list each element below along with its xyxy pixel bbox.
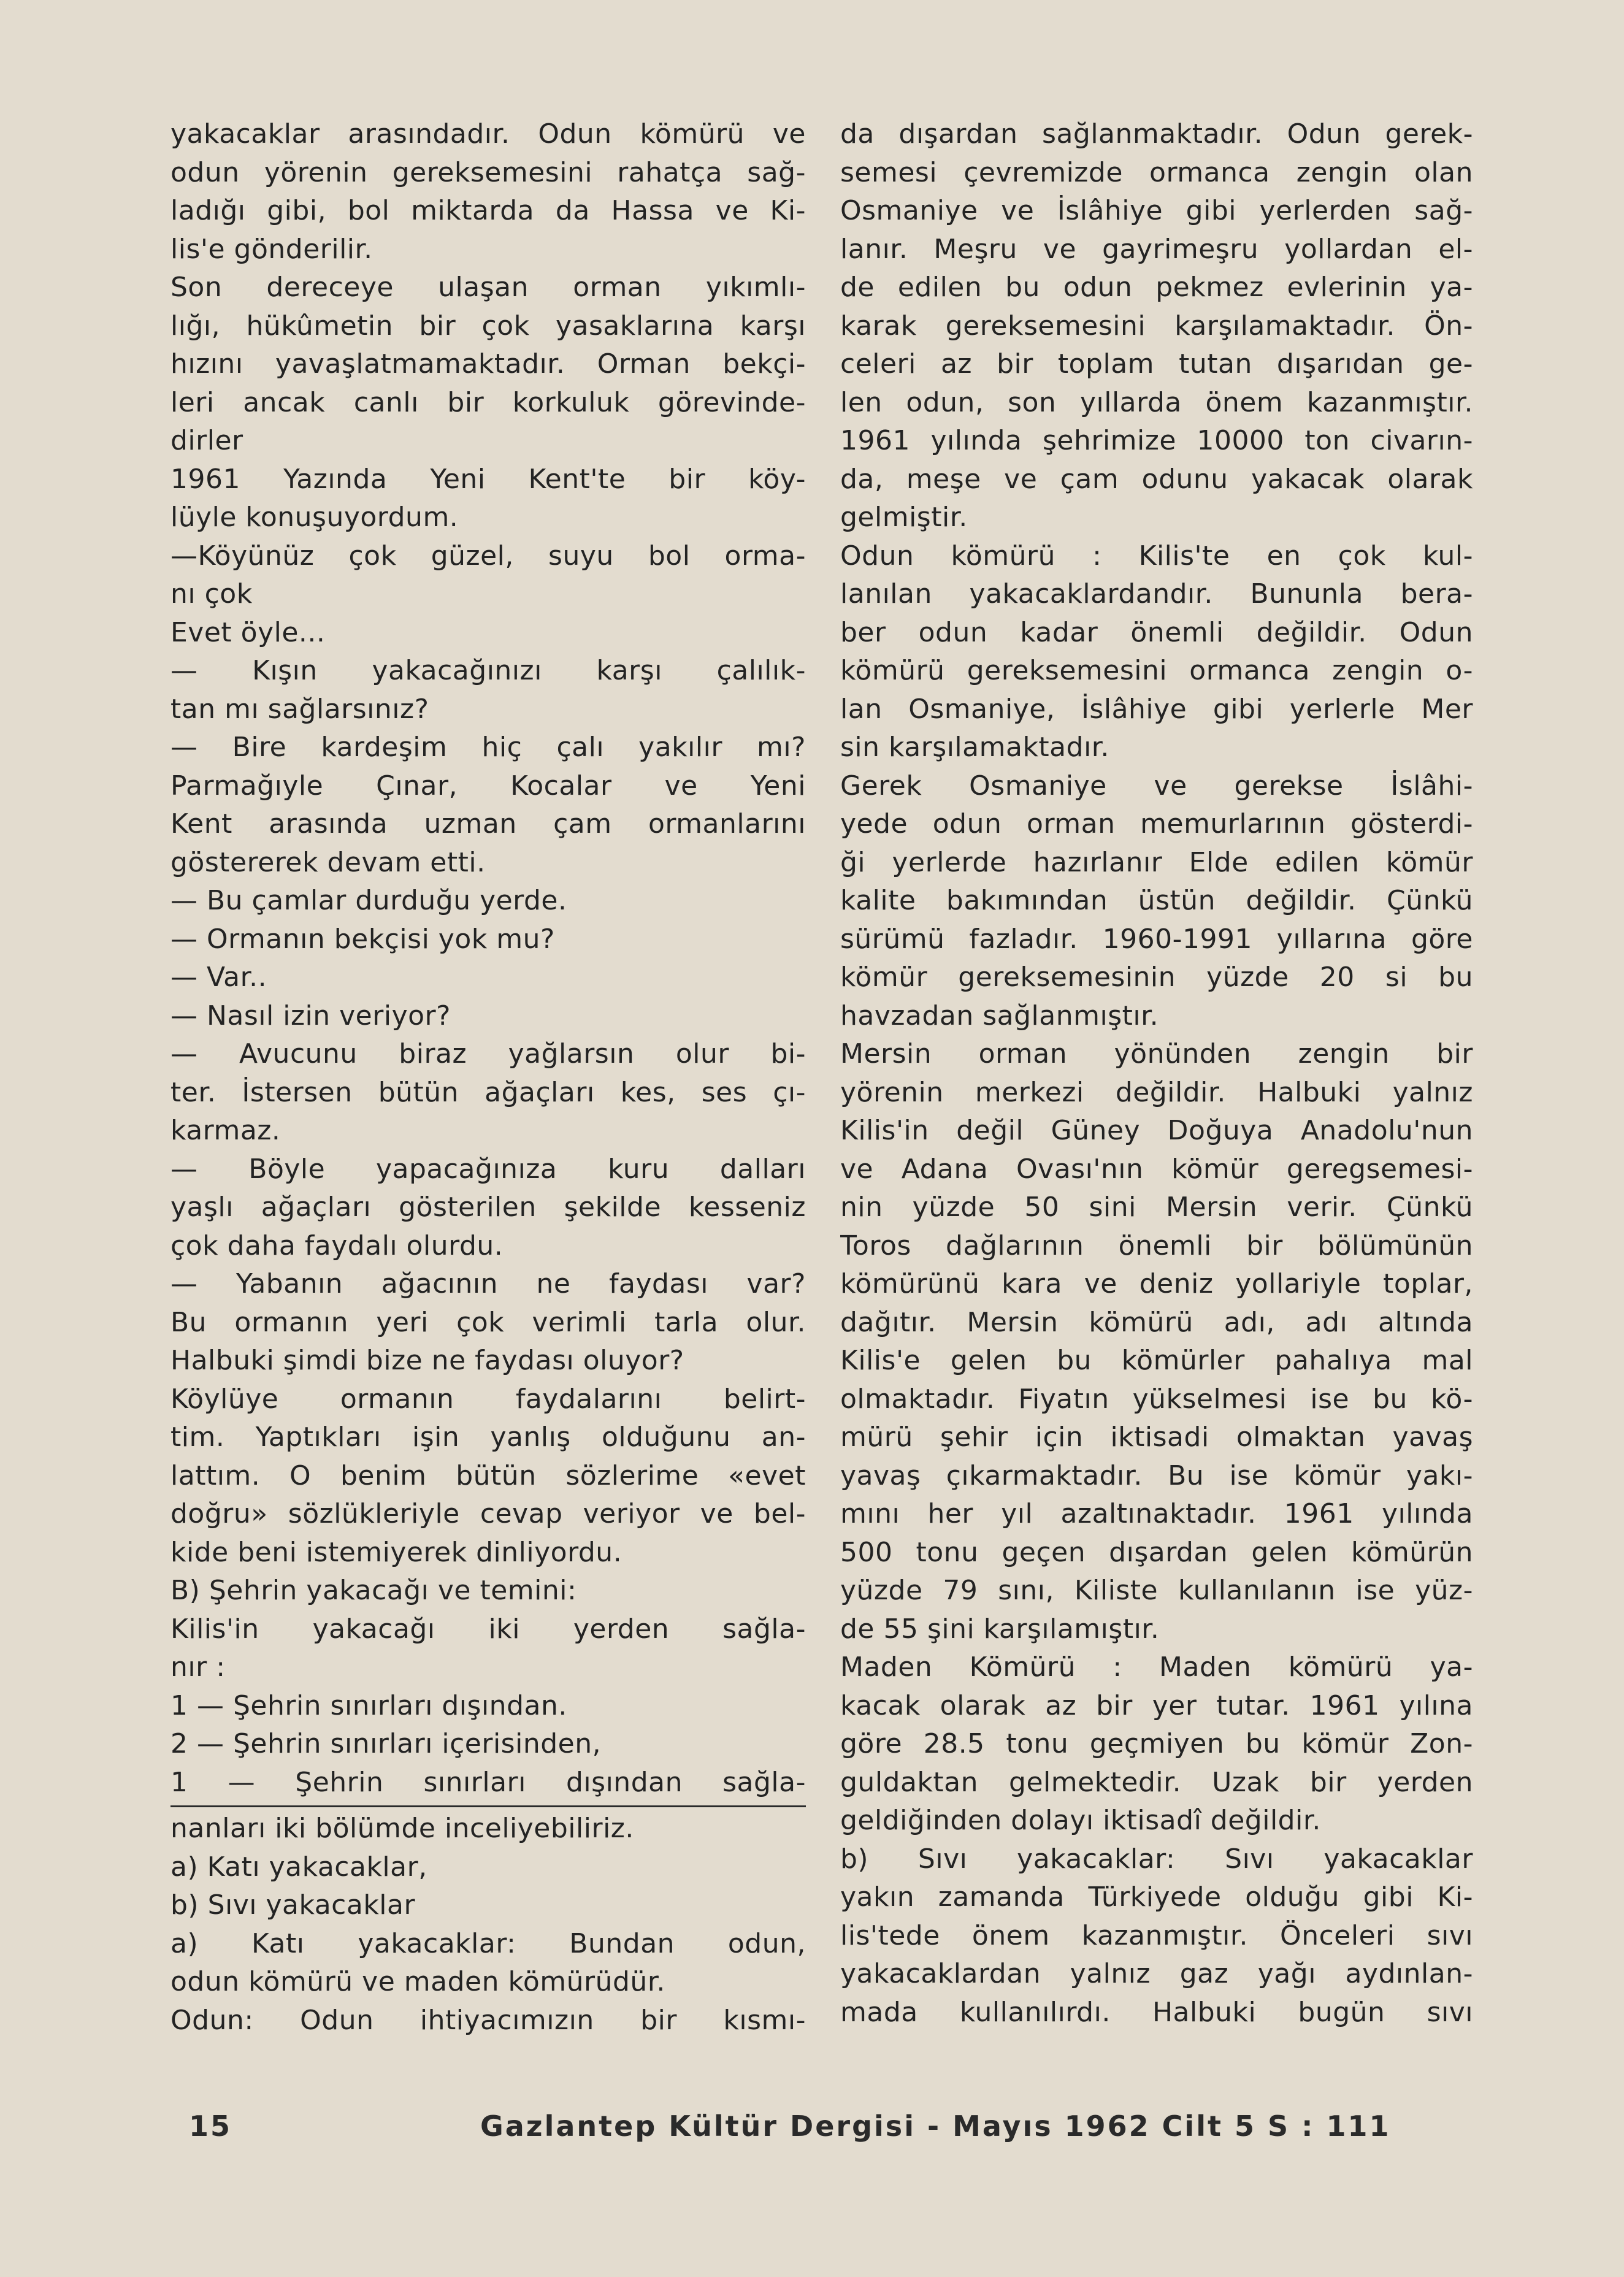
text-line: dağıtır. Mersin kömürü adı, adı altında: [840, 1306, 1473, 1338]
text-line: B) Şehrin yakacağı ve temini:: [170, 1575, 577, 1606]
text-line: celeri az bir toplam tutan dışarıdan ge-: [840, 348, 1473, 380]
text-line: doğru» sözlükleriyle cevap veriyor ve bel-: [170, 1498, 806, 1529]
text-line: Kent arasında uzman çam ormanlarını: [170, 808, 806, 840]
text-line: ter. İstersen bütün ağaçları kes, ses çı-: [170, 1076, 806, 1108]
text-line: mada kullanılırdı. Halbuki bugün sıvı: [840, 1996, 1473, 2028]
text-line: nanları iki bölümde inceliyebiliriz.: [170, 1813, 634, 1844]
text-line: nır :: [170, 1651, 226, 1683]
text-line: Parmağıyle Çınar, Kocalar ve Yeni: [170, 770, 806, 802]
text-line: yavaş çıkarmaktadır. Bu ise kömür yakı-: [840, 1460, 1473, 1491]
text-line: nin yüzde 50 sini Mersin verir. Çünkü: [840, 1192, 1473, 1223]
text-line: yakacaklardan yalnız gaz yağı aydınlan-: [840, 1958, 1473, 1989]
text-line: Köylüye ormanın faydalarını belirt-: [170, 1383, 806, 1415]
text-line: çok daha faydalı olurdu.: [170, 1230, 504, 1261]
text-line: Bu ormanın yeri çok verimli tarla olur.: [170, 1306, 806, 1338]
text-line: b) Sıvı yakacaklar: [170, 1889, 416, 1921]
text-line: Odun: Odun ihtiyacımızın bir kısmı-: [170, 2004, 806, 2036]
text-line: geldiğinden dolayı iktisadî değildir.: [840, 1805, 1321, 1836]
text-line: 2 — Şehrin sınırları içerisinden,: [170, 1728, 602, 1759]
text-line: göre 28.5 tonu geçmiyen bu kömür Zon-: [840, 1728, 1473, 1759]
text-line: Son dereceye ulaşan orman yıkımlı-: [170, 272, 806, 303]
text-line: mürü şehir için iktisadi olmaktan yavaş: [840, 1422, 1473, 1453]
text-line: Gerek Osmaniye ve gerekse İslâhi-: [840, 770, 1473, 802]
text-line: 1961 yılında şehrimize 10000 ton civarın-: [840, 425, 1473, 456]
text-line: lanılan yakacaklardandır. Bununla bera-: [840, 578, 1473, 610]
text-line: de 55 şini karşılamıştır.: [840, 1613, 1160, 1645]
text-line: ber odun kadar önemli değildir. Odun: [840, 616, 1473, 648]
text-line: 1 — Şehrin sınırları dışından sağla-: [170, 1766, 806, 1798]
text-line: lan Osmaniye, İslâhiye gibi yerlerle Mer: [840, 693, 1473, 725]
text-line: kacak olarak az bir yer tutar. 1961 yılına: [840, 1690, 1473, 1721]
text-line: sürümü fazladır. 1960-1991 yıllarına göre: [840, 923, 1473, 955]
text-line: göstererek devam etti.: [170, 846, 486, 878]
text-line: karak gereksemesini karşılamaktadır. Ön-: [840, 310, 1473, 342]
text-line: Mersin orman yönünden zengin bir: [840, 1038, 1473, 1070]
right-column: [840, 115, 1473, 2032]
text-line: da, meşe ve çam odunu yakacak olarak: [840, 463, 1473, 495]
text-line: kömürünü kara ve deniz yollariyle toplar,: [840, 1268, 1473, 1299]
text-line: guldaktan gelmektedir. Uzak bir yerden: [840, 1766, 1473, 1798]
text-line: de edilen bu odun pekmez evlerinin ya-: [840, 272, 1473, 303]
text-line: lüyle konuşuyordum.: [170, 502, 459, 533]
text-line: mını her yıl azaltınaktadır. 1961 yılında: [840, 1498, 1473, 1529]
journal-citation: Gazlantep Kültür Dergisi - Mayıs 1962 Cilt 5 S : 111: [480, 2110, 1391, 2143]
text-line: yede odun orman memurlarının gösterdi-: [840, 808, 1473, 840]
text-line: a) Katı yakacaklar: Bundan odun,: [170, 1927, 806, 1959]
text-line: dirler: [170, 425, 243, 456]
text-line: nı çok: [170, 578, 253, 610]
text-line: tan mı sağlarsınız?: [170, 693, 429, 725]
left-column: [170, 115, 806, 2040]
footnote-rule: [170, 1805, 806, 1807]
text-line: tim. Yaptıkları işin yanlış olduğunu an-: [170, 1422, 806, 1453]
text-line: — Var..: [170, 962, 267, 993]
text-line: Kilis'in değil Güney Doğuya Anadolu'nun: [840, 1115, 1473, 1146]
text-line: leri ancak canlı bir korkuluk görevinde-: [170, 386, 806, 418]
text-line: odun kömürü ve maden kömürüdür.: [170, 1966, 665, 1997]
text-line: kömürü gereksemesini ormanca zengin o-: [840, 655, 1473, 686]
page-number: 15: [189, 2110, 232, 2143]
text-line: sin karşılamaktadır.: [840, 732, 1109, 763]
text-line: ve Adana Ovası'nın kömür geregsemesi-: [840, 1153, 1473, 1185]
text-line: odun yörenin gereksemesini rahatça sağ-: [170, 156, 806, 188]
text-line: Maden Kömürü : Maden kömürü ya-: [840, 1651, 1473, 1683]
text-line: — Bu çamlar durduğu yerde.: [170, 885, 567, 916]
text-line: kide beni istemiyerek dinliyordu.: [170, 1536, 622, 1568]
text-line: yaşlı ağaçları gösterilen şekilde kesseniz: [170, 1192, 806, 1223]
text-line: yakacaklar arasındadır. Odun kömürü ve: [170, 118, 806, 150]
text-line: — Nasıl izin veriyor?: [170, 1000, 451, 1031]
text-line: kalite bakımından üstün değildir. Çünkü: [840, 885, 1473, 916]
text-line: lis'e gönderilir.: [170, 233, 373, 265]
text-line: — Avucunu biraz yağlarsın olur bi-: [170, 1038, 806, 1070]
text-line: Kilis'in yakacağı iki yerden sağla-: [170, 1613, 806, 1645]
text-line: yörenin merkezi değildir. Halbuki yalnız: [840, 1076, 1473, 1108]
text-line: ladığı gibi, bol miktarda da Hassa ve Ki-: [170, 195, 806, 226]
text-line: lattım. O benim bütün sözlerime «evet: [170, 1460, 806, 1491]
text-line: —Köyünüz çok güzel, suyu bol orma-: [170, 540, 806, 572]
text-line: gelmiştir.: [840, 502, 968, 533]
text-line: b) Sıvı yakacaklar: Sıvı yakacaklar: [840, 1843, 1473, 1875]
text-line: 500 tonu geçen dışardan gelen kömürün: [840, 1536, 1473, 1568]
text-line: — Kışın yakacağınızı karşı çalılık-: [170, 655, 806, 686]
text-line: — Ormanın bekçisi yok mu?: [170, 923, 555, 955]
text-line: semesi çevremizde ormanca zengin olan: [840, 156, 1473, 188]
text-line: hızını yavaşlatmamaktadır. Orman bekçi-: [170, 348, 806, 380]
text-line: Halbuki şimdi bize ne faydası oluyor?: [170, 1345, 684, 1376]
text-line: Osmaniye ve İslâhiye gibi yerlerden sağ-: [840, 195, 1473, 226]
text-line: kömür gereksemesinin yüzde 20 si bu: [840, 962, 1473, 993]
text-line: Odun kömürü : Kilis'te en çok kul-: [840, 540, 1473, 572]
text-line: olmaktadır. Fiyatın yükselmesi ise bu kö-: [840, 1383, 1473, 1415]
text-line: yüzde 79 sını, Kiliste kullanılanın ise yüz-: [840, 1575, 1473, 1606]
text-line: havzadan sağlanmıştır.: [840, 1000, 1159, 1031]
text-line: — Bire kardeşim hiç çalı yakılır mı?: [170, 732, 806, 763]
text-line: da dışardan sağlanmaktadır. Odun gerek-: [840, 118, 1473, 150]
text-line: yakın zamanda Türkiyede olduğu gibi Ki-: [840, 1881, 1473, 1913]
text-line: len odun, son yıllarda önem kazanmıştır.: [840, 386, 1473, 418]
text-line: 1961 Yazında Yeni Kent'te bir köy-: [170, 463, 806, 495]
text-line: lanır. Meşru ve gayrimeşru yollardan el-: [840, 233, 1473, 265]
text-line: Evet öyle...: [170, 616, 326, 648]
text-line: 1 — Şehrin sınırları dışından.: [170, 1690, 567, 1721]
text-line: a) Katı yakacaklar,: [170, 1851, 427, 1883]
text-line: — Böyle yapacağınıza kuru dalları: [170, 1153, 806, 1185]
text-line: — Yabanın ağacının ne faydası var?: [170, 1268, 806, 1299]
text-line: lis'tede önem kazanmıştır. Önceleri sıvı: [840, 1919, 1473, 1951]
text-line: karmaz.: [170, 1115, 281, 1146]
text-line: ği yerlerde hazırlanır Elde edilen kömür: [840, 846, 1473, 878]
text-line: Kilis'e gelen bu kömürler pahalıya mal: [840, 1345, 1473, 1376]
text-line: lığı, hükûmetin bir çok yasaklarına karşı: [170, 310, 806, 342]
text-line: Toros dağlarının önemli bir bölümünün: [840, 1230, 1473, 1261]
